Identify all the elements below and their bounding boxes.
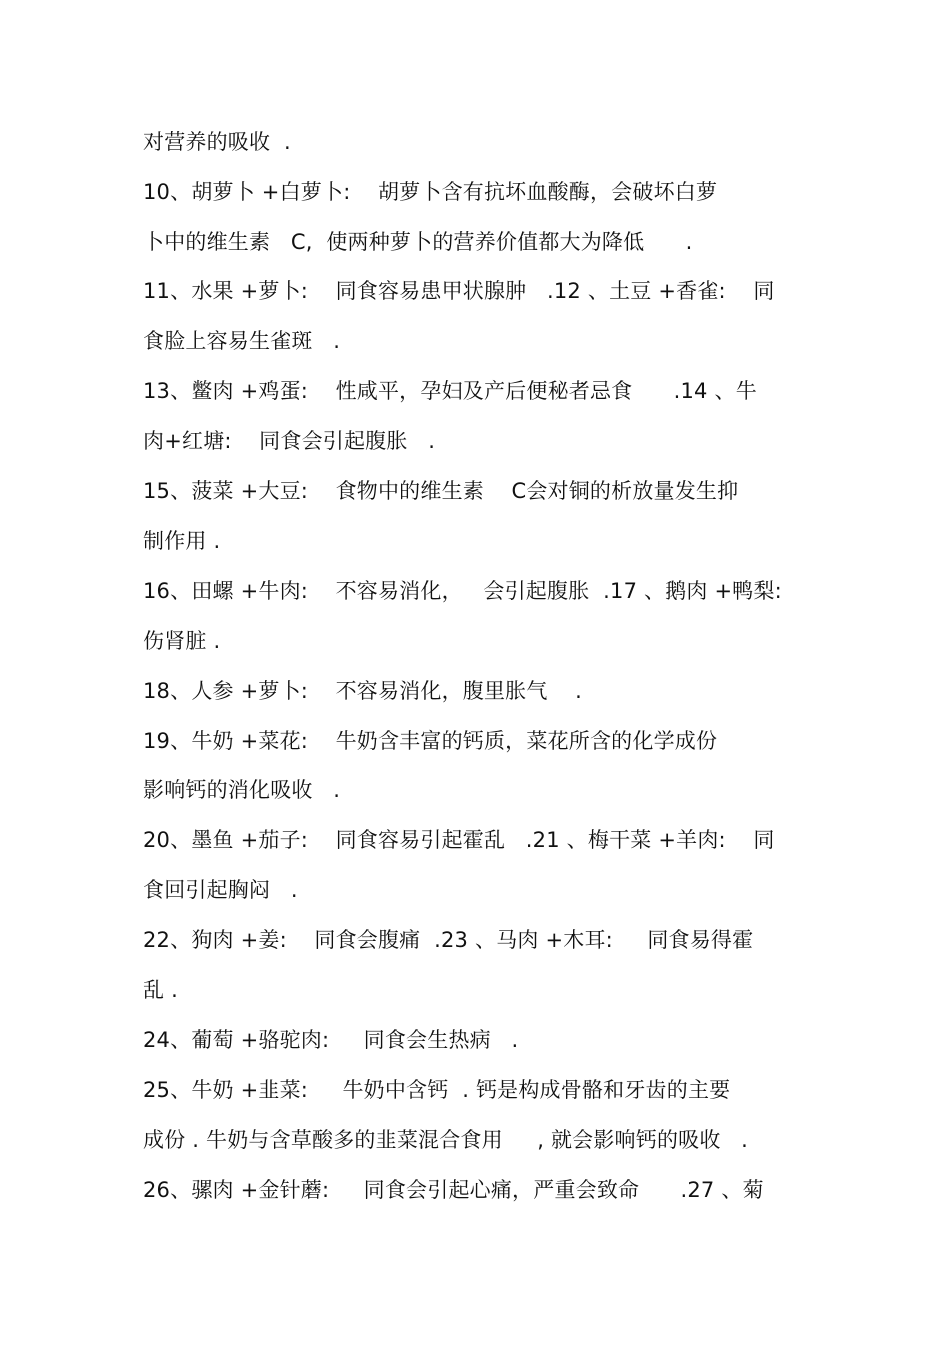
text-line: 卜中的维生素 C, 使两种萝卜的营养价值都大为降低 . bbox=[143, 230, 693, 254]
text-line: 20、墨鱼 +茄子: 同食容易引起霍乱 .21 、梅干菜 +羊肉: 同 bbox=[143, 828, 775, 852]
text-line: 25、牛奶 +韭菜: 牛奶中含钙 . 钙是构成骨骼和牙齿的主要 bbox=[143, 1078, 731, 1102]
text-line: 食脸上容易生雀斑 . bbox=[143, 329, 341, 353]
text-line: 24、葡萄 +骆驼肉: 同食会生热病 . bbox=[143, 1028, 519, 1052]
text-line: 肉+红塘: 同食会引起腹胀 . bbox=[143, 429, 436, 453]
text-line: 18、人参 +萝卜: 不容易消化，腹里胀气 . bbox=[143, 679, 582, 703]
text-line: 伤肾脏 . bbox=[143, 629, 221, 653]
text-line: 食回引起胸闷 . bbox=[143, 878, 298, 902]
text-line: 16、田螺 +牛肉: 不容易消化， 会引起腹胀 .17 、鹅肉 +鸭梨: bbox=[143, 579, 782, 603]
text-line: 22、狗肉 +姜: 同食会腹痛 .23 、马肉 +木耳: 同食易得霍 bbox=[143, 928, 754, 952]
text-line: 19、牛奶 +菜花: 牛奶含丰富的钙质，菜花所含的化学成份 bbox=[143, 729, 718, 753]
text-line: 11、水果 +萝卜: 同食容易患甲状腺肿 .12 、土豆 +香雀: 同 bbox=[143, 279, 775, 303]
text-line: 10、胡萝卜 +白萝卜: 胡萝卜含有抗坏血酸酶，会破坏白萝 bbox=[143, 180, 718, 204]
text-line: 26、骡肉 +金针蘑: 同食会引起心痛，严重会致命 .27 、菊 bbox=[143, 1178, 764, 1202]
text-line: 制作用 . bbox=[143, 529, 221, 553]
text-line: 影响钙的消化吸收 . bbox=[143, 778, 341, 802]
text-line: 乱 . bbox=[143, 978, 178, 1002]
text-line: 13、鳖肉 +鸡蛋: 性咸平，孕妇及产后便秘者忌食 .14 、牛 bbox=[143, 379, 757, 403]
text-line: 15、菠菜 +大豆: 食物中的维生素 C会对铜的析放量发生抑 bbox=[143, 479, 739, 503]
text-line: 成份 . 牛奶与含草酸多的韭菜混合食用 , 就会影响钙的吸收 . bbox=[143, 1128, 749, 1152]
text-line: 对营养的吸收 . bbox=[143, 130, 291, 154]
